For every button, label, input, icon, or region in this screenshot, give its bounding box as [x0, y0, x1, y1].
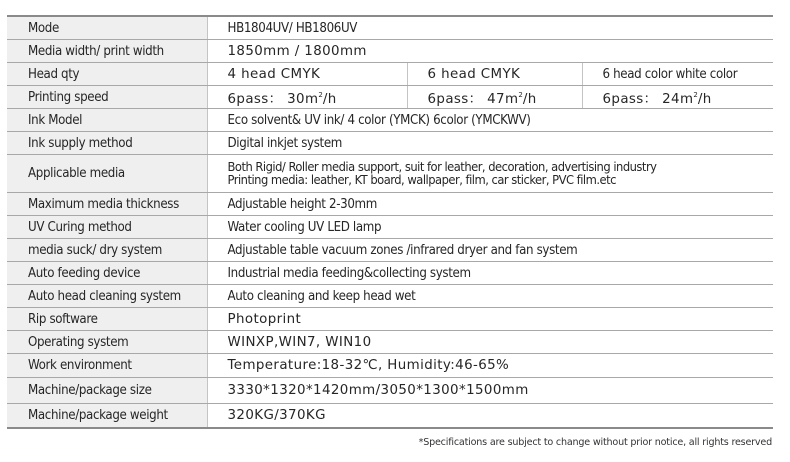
- specifications-table: [7, 15, 773, 429]
- printing-speed-4-head: 6pass： $30m^2/h$: [207, 86, 407, 109]
- row-label: Auto feeding device: [7, 262, 207, 285]
- row-value: Industrial media feeding&collecting system: [207, 262, 773, 285]
- applicable-media-line-1: Both Rigid/ Roller media support, suit for leather, decoration, advertising industry: [227, 159, 657, 175]
- row-value: Adjustable table vacuum zones /infrared dryer and fan system: [207, 239, 773, 262]
- row-label: Mode: [7, 16, 207, 40]
- row-value: Auto cleaning and keep head wet: [207, 285, 773, 308]
- row-value: 320KG/370KG: [227, 407, 326, 423]
- table-row-auto-feeding: [7, 262, 773, 285]
- row-value: Photoprint: [207, 308, 773, 331]
- head-qty-4-cmyk: 4 head CMYK: [207, 63, 407, 86]
- row-label: Applicable media: [7, 155, 207, 193]
- table-row-applicable-media: [7, 155, 773, 193]
- row-value: 3330*1320*1420mm/3050*1300*1500mm: [207, 378, 773, 404]
- printing-speed-6-head-white: 6pass： $24m^2/h$: [582, 86, 773, 109]
- row-label: Ink Model: [7, 109, 207, 132]
- row-label: Ink supply method: [7, 132, 207, 155]
- table-row-printing-speed: [7, 86, 773, 109]
- row-label: Rip software: [7, 308, 207, 331]
- table-row-rip-software: [7, 308, 773, 331]
- table-row-machine-size: [7, 378, 773, 404]
- row-label: UV Curing method: [7, 216, 207, 239]
- table-row-mode: [7, 16, 773, 40]
- head-qty-6-cmyk: 6 head CMYK: [407, 63, 582, 86]
- table-row-auto-head-cleaning: [7, 285, 773, 308]
- row-value: Digital inkjet system: [207, 132, 773, 155]
- table-row-machine-weight: [7, 403, 773, 428]
- row-value: HB1804UV/ HB1806UV: [207, 16, 773, 40]
- row-label: Head qty: [7, 63, 207, 86]
- table-row-work-environment: [7, 354, 773, 378]
- row-label: Work environment: [7, 354, 207, 378]
- table-row-max-thickness: [7, 193, 773, 216]
- table-row-ink-model: [7, 109, 773, 132]
- head-qty-6-color-white: 6 head color white color: [582, 63, 773, 86]
- applicable-media-line-2: Printing media: leather, KT board, wallpaper, film, car sticker, PVC film.etc: [227, 172, 616, 188]
- row-label: Maximum media thickness: [7, 193, 207, 216]
- row-value: Temperature:18-32℃, Humidity:46-65%: [207, 354, 773, 378]
- row-label: Machine/package weight: [7, 403, 207, 428]
- table-row-operating-system: [7, 331, 773, 354]
- table-row-media-suck: [7, 239, 773, 262]
- table-row-head-qty: [7, 63, 773, 86]
- printing-speed-6-head: 6pass： $47m^2/h$: [407, 86, 582, 109]
- row-label: Machine/package size: [7, 378, 207, 404]
- table-row-media-width: [7, 40, 773, 63]
- row-label: Operating system: [7, 331, 207, 354]
- row-label: Auto head cleaning system: [7, 285, 207, 308]
- row-value: WINXP,WIN7, WIN10: [207, 331, 773, 354]
- row-value: Eco solvent& UV ink/ 4 color (YMCK) 6color (YMCKWV): [207, 109, 773, 132]
- row-value: 1850mm / 1800mm: [207, 40, 773, 63]
- table-row-ink-supply: [7, 132, 773, 155]
- row-value: Water cooling UV LED lamp: [207, 216, 773, 239]
- table-row-uv-curing: [7, 216, 773, 239]
- row-value: [207, 155, 773, 193]
- row-value: Adjustable height 2-30mm: [207, 193, 773, 216]
- row-label: Printing speed: [7, 86, 207, 109]
- row-label: Media width/ print width: [7, 40, 207, 63]
- footnote-disclaimer: *Specifications are subject to change without prior notice, all rights reserved: [418, 437, 772, 448]
- row-label: media suck/ dry system: [7, 239, 207, 262]
